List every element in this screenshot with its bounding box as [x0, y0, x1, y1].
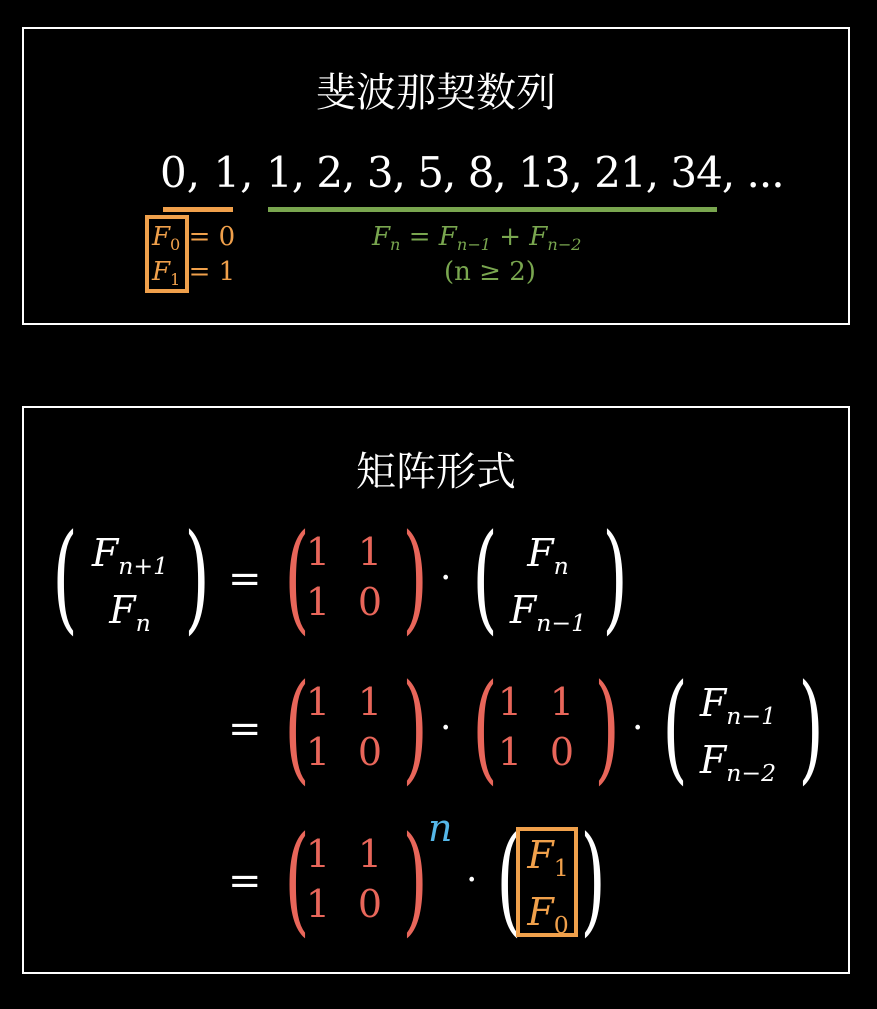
lhs-left-paren: (: [52, 508, 78, 646]
recur-eq: =: [408, 222, 431, 252]
equals-1: =: [228, 556, 262, 602]
matrix1: [292, 530, 396, 624]
m2b-d: 0: [549, 730, 575, 774]
matrix2a-left-paren: (: [284, 658, 310, 796]
cdot-2: ·: [440, 708, 452, 749]
f0-sub: 0: [170, 235, 181, 255]
m1-b: 1: [357, 530, 383, 574]
matrix3: [292, 832, 396, 926]
cdot-3: ·: [632, 708, 644, 749]
vec2-bottom-sub: n−2: [726, 758, 777, 787]
vec1-bottom-letter: F: [509, 588, 537, 632]
vec3-left-paren: (: [496, 810, 522, 948]
matrix1-right-paren: ): [402, 508, 428, 646]
recur-lhs-letter: F: [372, 222, 391, 252]
f0-value: = 0: [188, 222, 236, 252]
recurrence-condition: (n ≥ 2): [444, 257, 536, 287]
lhs-vector: [78, 527, 182, 641]
m3-a: 1: [305, 832, 331, 876]
f1-sub: 1: [170, 270, 181, 290]
m3-c: 1: [305, 882, 331, 926]
vec1-bottom-sub: n−1: [536, 608, 587, 637]
matrix2a-right-paren: ): [402, 658, 428, 796]
vec2-top-letter: F: [699, 681, 727, 725]
sequence-head: 0, 1,: [160, 148, 254, 197]
m2a-a: 1: [305, 680, 331, 724]
matrix3-left-paren: (: [284, 810, 310, 948]
recur-t1-sub: n−1: [456, 235, 491, 255]
f0-letter: F: [152, 222, 171, 252]
vec2: [686, 677, 790, 791]
lhs-bottom-sub: n: [135, 608, 151, 637]
recur-t1-letter: F: [438, 222, 457, 252]
lhs-top-letter: F: [91, 531, 119, 575]
lhs-top-sub: n+1: [118, 551, 169, 580]
initial-values-highlight-box: [145, 215, 189, 293]
sequence-tail: 1, 2, 3, 5, 8, 13, 21, 34, ...: [266, 148, 784, 197]
m2a-b: 1: [357, 680, 383, 724]
vec2-right-paren: ): [798, 658, 824, 796]
vec2-top-sub: n−1: [726, 701, 777, 730]
matrix2b-left-paren: (: [472, 658, 498, 796]
m2a-d: 0: [357, 730, 383, 774]
m1-a: 1: [305, 530, 331, 574]
equals-3: =: [228, 858, 262, 904]
recur-lhs-sub: n: [390, 235, 401, 255]
m3-b: 1: [357, 832, 383, 876]
m2b-b: 1: [549, 680, 575, 724]
m1-d: 0: [357, 580, 383, 624]
vec3-top-sub: 1: [553, 853, 569, 882]
fibonacci-title: 斐波那契数列: [316, 70, 556, 116]
lhs-right-paren: ): [184, 508, 210, 646]
cdot-1: ·: [440, 558, 452, 599]
matrix2b-right-paren: ): [594, 658, 620, 796]
m3-d: 0: [357, 882, 383, 926]
vec3-bottom-letter: F: [527, 890, 554, 934]
recur-plus: +: [499, 222, 521, 252]
m2a-c: 1: [305, 730, 331, 774]
initial-values-underline: [163, 207, 233, 212]
matrix2b: [484, 680, 588, 774]
cdot-4: ·: [466, 860, 478, 901]
matrix1-left-paren: (: [284, 508, 310, 646]
power-exponent: n: [428, 806, 453, 850]
m2b-a: 1: [497, 680, 523, 724]
recurrence-formula: [372, 222, 582, 255]
matrix3-right-paren: ): [402, 810, 428, 948]
vec1-left-paren: (: [472, 508, 498, 646]
f1-value: = 1: [188, 257, 236, 287]
base-vector-highlight-box: [516, 827, 578, 937]
vec3-bottom-sub: 0: [553, 910, 569, 939]
vec2-bottom-letter: F: [699, 738, 727, 782]
vec2-left-paren: (: [662, 658, 688, 796]
equals-2: =: [228, 706, 262, 752]
vec1-top-letter: F: [527, 531, 554, 575]
m2b-c: 1: [497, 730, 523, 774]
matrix-title: 矩阵形式: [356, 449, 516, 495]
vec1: [496, 527, 600, 641]
matrix2a: [292, 680, 396, 774]
vec3-top-letter: F: [527, 833, 554, 877]
m1-c: 1: [305, 580, 331, 624]
f1-letter: F: [152, 257, 171, 287]
recur-t2-letter: F: [529, 222, 548, 252]
lhs-bottom-letter: F: [109, 588, 136, 632]
vec3-right-paren: ): [580, 810, 606, 948]
vec1-top-sub: n: [553, 551, 569, 580]
recur-t2-sub: n−2: [547, 235, 582, 255]
recurrence-underline: [268, 207, 717, 212]
vec1-right-paren: ): [602, 508, 628, 646]
